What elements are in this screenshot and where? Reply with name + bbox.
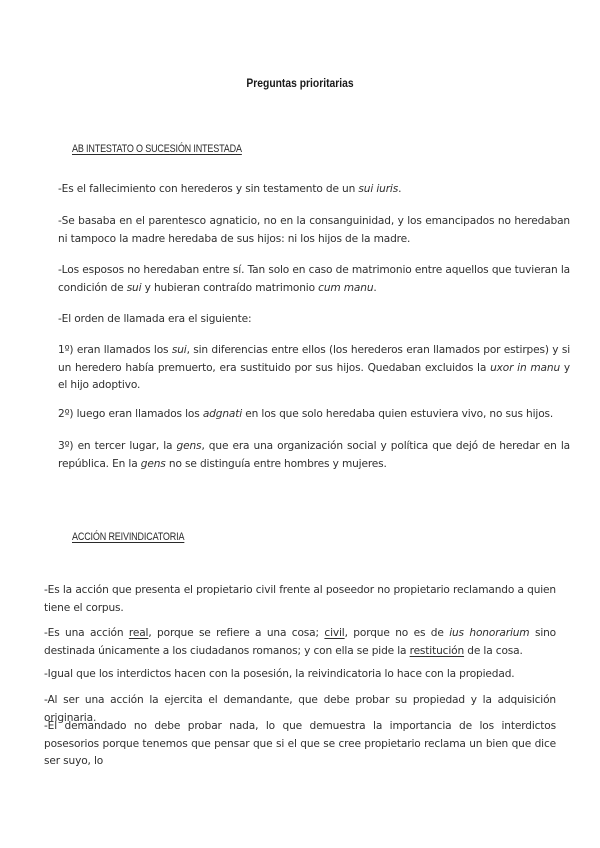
paragraph-definition: -Es el fallecimiento con herederos y sin testamento de un sui iuris.	[58, 183, 402, 195]
document-title: Preguntas prioritarias	[246, 76, 354, 90]
term-sui-iuris: sui iuris	[358, 183, 399, 195]
term-civil: civil	[324, 627, 345, 639]
paragraph-esposos: -Los esposos no heredaban entre sí. Tan solo en caso de matrimonio entre aquellos que tuvieran la condición de sui y hubieran contraído matrimonio cum manu.	[58, 264, 570, 294]
paragraph-demandado: -El demandado no debe probar nada, lo que demuestra la importancia de los interdictos posesorios porque tenemos que pensar que si el que se cree propietario reclama un bien que dice ser suyo, lo	[44, 720, 556, 767]
section-heading-accion-reivindicatoria: ACCIÓN REIVINDICATORIA	[72, 531, 185, 543]
term-adgnati: adgnati	[202, 408, 243, 420]
term-gens: gens	[176, 440, 202, 452]
term-real: real	[128, 627, 149, 639]
paragraph-interdictos: -Igual que los interdictos hacen con la posesión, la reivindicatoria lo hace con la propiedad.	[44, 668, 515, 680]
term-sui: sui	[126, 281, 142, 294]
paragraph-orden-1: 1º) eran llamados los sui, sin diferencias entre ellos (los herederos eran llamados por estirpes) y si un heredero había premuerto, era sustituido por sus hijos. Quedaban excluidos la uxor in manu y el hijo adoptivo.	[58, 344, 571, 391]
term-gens-2: gens	[140, 457, 166, 470]
term-uxor-in-manu: uxor in manu	[490, 361, 561, 374]
paragraph-accion-real-civil: -Es una acción real, porque se refiere a una cosa; civil, porque no es de ius honorarium sino destinada únicamente a los ciudadanos romanos; y con ella se pide la restitución de la cosa.	[44, 627, 557, 657]
term-sui-2: sui	[171, 344, 187, 356]
term-ius-honorarium: ius honorarium	[449, 627, 530, 639]
term-restitucion: restitución	[409, 644, 465, 657]
paragraph-accion-definicion: -Es la acción que presenta el propietario civil frente al poseedor no propietario reclamando a quien tiene el corpus.	[44, 584, 556, 614]
term-cum-manu: cum manu	[318, 281, 374, 294]
paragraph-orden-2: 2º) luego eran llamados los adgnati en los que solo heredaba quien estuviera vivo, no sus hijos.	[58, 408, 554, 420]
paragraph-parentesco: -Se basaba en el parentesco agnaticio, no en la consanguinidad, y los emancipados no heredaban ni tampoco la madre heredaba de sus hijos: ni los hijos de la madre.	[58, 215, 570, 245]
paragraph-orden-3: 3º) en tercer lugar, la gens, que era una organización social y política que dejó de heredar en la república. En la gens no se distinguía entre hombres y mujeres.	[58, 440, 570, 470]
paragraph-demandante: -Al ser una acción la ejercita el demandante, que debe probar su propiedad y la adquisición originaria.	[44, 694, 556, 724]
section-heading-ab-intestato: AB INTESTATO O SUCESIÓN INTESTADA	[72, 143, 242, 155]
paragraph-orden: -El orden de llamada era el siguiente:	[58, 313, 252, 325]
